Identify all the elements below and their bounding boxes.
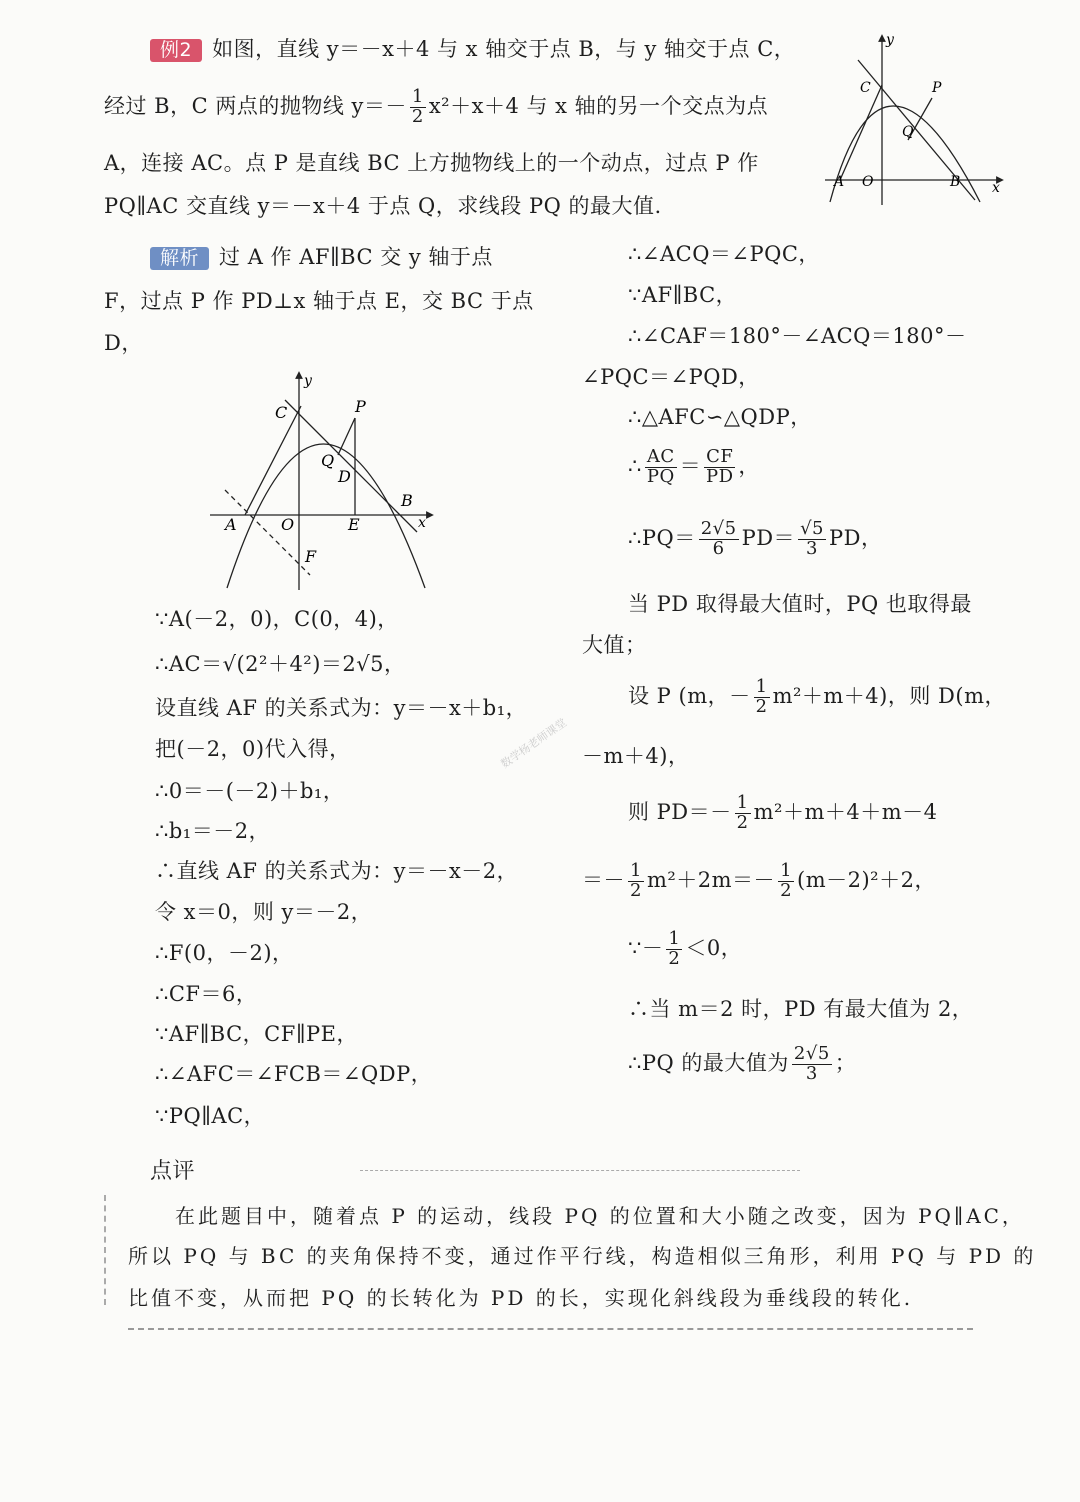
r14-a: ∵－ — [628, 935, 664, 960]
label-x-2: x — [418, 515, 426, 531]
watermark: 数学杨老师课堂 — [498, 716, 570, 771]
frac-pd: PD — [706, 465, 734, 487]
r6-eq: ＝ — [679, 453, 702, 478]
right-step-16 — [628, 1045, 856, 1084]
left-step-13: ∵PQ∥AC， — [155, 1104, 266, 1128]
solution-figure — [205, 370, 440, 595]
r13-a: ＝－ — [582, 867, 625, 892]
label-f-2: F — [305, 547, 317, 566]
right-step-8: 当 PD 取得最大值时，PQ 也取得最 — [628, 592, 972, 616]
comment-line-3: 比值不变，从而把 PQ 的长转化为 PD 的长，实现化斜线段为垂线段的转化. — [128, 1286, 914, 1310]
problem-line-1 — [150, 38, 795, 62]
left-step-2: ∴AC＝√(2²＋4²)＝2√5， — [155, 652, 406, 676]
frac-num: 1 — [668, 928, 681, 949]
r10-pre: 设 P — [628, 683, 672, 708]
label-y: y — [886, 32, 894, 48]
label-o: O — [862, 174, 874, 190]
right-step-7 — [628, 520, 882, 559]
label-p: P — [932, 80, 942, 96]
frac-num: 1 — [755, 676, 768, 697]
comment-title: 点评 — [150, 1159, 196, 1184]
r14-b: ＜0， — [685, 935, 743, 960]
frac-num-a: 2√5 — [700, 518, 737, 539]
label-c: C — [860, 80, 871, 96]
frac-2r5-6 — [699, 520, 739, 559]
r12-a: 则 PD＝－ — [628, 799, 732, 824]
frac-r5-3 — [798, 520, 826, 559]
right-step-12 — [628, 794, 938, 833]
frac-pq: PQ — [646, 465, 675, 487]
label-a-2: A — [225, 515, 237, 534]
left-step-3: 设直线 AF 的关系式为：y＝－x＋b₁， — [155, 696, 528, 720]
frac-num-b: √5 — [800, 518, 824, 539]
r7-mid: PD＝ — [741, 525, 796, 550]
left-step-6: ∴b₁＝－2， — [155, 819, 271, 843]
label-b-2: B — [401, 491, 413, 510]
frac-den: 2 — [668, 947, 681, 969]
right-step-14 — [628, 930, 742, 969]
right-step-10 — [628, 678, 1006, 717]
frac-den-b: 3 — [806, 537, 818, 559]
frac-num: 1 — [411, 86, 424, 107]
r13-b: m²＋2m＝－ — [646, 867, 776, 892]
comment-line-2: 所以 PQ 与 BC 的夹角保持不变，通过作平行线，构造相似三角形，利用 PQ 与 PD 的 — [128, 1244, 1037, 1268]
frac-half-r10 — [754, 678, 770, 717]
example-tag: 例2 — [150, 39, 202, 62]
right-step-13 — [582, 862, 936, 901]
problem-line-3: A，连接 AC。点 P 是直线 BC 上方抛物线上的一个动点，过点 P 作 — [104, 151, 759, 175]
right-step-4: ∠PQC＝∠PQD， — [582, 365, 760, 389]
frac-den-c: 3 — [805, 1062, 818, 1084]
bottom-rule — [128, 1328, 973, 1330]
comment-top-rule — [360, 1170, 800, 1171]
label-q-2: Q — [321, 451, 335, 470]
frac-den: 2 — [411, 105, 424, 127]
frac-ac-pq — [645, 448, 677, 487]
frac-den-a: 6 — [712, 537, 725, 559]
frac-half-r13a — [628, 862, 644, 901]
right-step-15: ∴当 m＝2 时，PD 有最大值为 2， — [628, 997, 974, 1021]
r7-end: PD， — [828, 525, 883, 550]
line-af — [225, 490, 310, 575]
left-step-7: ∴直线 AF 的关系式为：y＝－x－2， — [155, 859, 519, 883]
label-o-2: O — [281, 515, 295, 534]
r6-end: ， — [738, 453, 760, 478]
frac-num: 1 — [780, 860, 793, 881]
right-step-1: ∴∠ACQ＝∠PQC， — [628, 242, 820, 266]
problem-figure — [820, 30, 1010, 210]
label-b: B — [950, 174, 961, 190]
solution-tag: 解析 — [150, 247, 209, 270]
right-step-5: ∴△AFC∽△QDP， — [628, 405, 812, 429]
frac-den: 2 — [755, 695, 768, 717]
problem-text-2b: x²＋x＋4 与 x 轴的另一个交点为点 — [428, 93, 769, 118]
frac-2r5-3 — [792, 1045, 832, 1084]
line-ac-2 — [245, 406, 301, 515]
r6-pre: ∴ — [628, 453, 642, 478]
label-c-2: C — [275, 403, 288, 422]
r7-pre: ∴PQ＝ — [628, 525, 696, 550]
label-a: A — [834, 174, 845, 190]
r10-a: (m，－ — [678, 683, 751, 708]
frac-den: 2 — [736, 811, 749, 833]
frac-cf: CF — [706, 446, 734, 467]
frac-num: 1 — [630, 860, 642, 881]
right-step-11: －m＋4)， — [582, 744, 690, 768]
left-step-1: ∵A(－2，0)，C(0，4)， — [155, 607, 399, 631]
line-pq-2 — [338, 418, 355, 455]
left-step-8: 令 x＝0，则 y＝－2， — [155, 900, 373, 924]
problem-line-4: PQ∥AC 交直线 y＝－x＋4 于点 Q，求线段 PQ 的最大值. — [104, 194, 662, 218]
solution-text-1: 过 A 作 AF∥BC 交 y 轴于点 — [219, 245, 493, 269]
r12-b: m²＋m＋4＋m－4 — [753, 799, 938, 824]
r16-end: ； — [834, 1050, 857, 1075]
left-step-10: ∴CF＝6， — [155, 982, 258, 1006]
r16-a: ∴PQ 的最大值为 — [628, 1050, 789, 1075]
label-p-2: P — [355, 397, 366, 416]
fraction-half — [410, 88, 426, 127]
line-ac — [840, 85, 882, 180]
solution-line-2: F，过点 P 作 PD⊥x 轴于点 E，交 BC 于点 — [104, 289, 534, 313]
solution-line-3: D， — [104, 331, 143, 355]
label-d-2: D — [338, 467, 351, 486]
frac-den: 2 — [630, 879, 642, 901]
left-step-4: 把(－2，0)代入得， — [155, 737, 351, 761]
left-step-5: ∴0＝－(－2)＋b₁， — [155, 779, 345, 803]
problem-line-2 — [104, 88, 768, 127]
right-step-2: ∵AF∥BC， — [628, 283, 738, 307]
r10-b: m²＋m＋4)，则 D(m， — [772, 683, 1006, 708]
frac-half-r12 — [735, 794, 751, 833]
right-step-3: ∴∠CAF＝180°－∠ACQ＝180°－ — [628, 324, 967, 348]
left-step-12: ∴∠AFC＝∠FCB＝∠QDP， — [155, 1062, 433, 1086]
frac-num-c: 2√5 — [793, 1043, 830, 1064]
comment-line-1: 在此题目中，随着点 P 的运动，线段 PQ 的位置和大小随之改变，因为 PQ∥AC， — [175, 1204, 1025, 1228]
line-bc-2 — [285, 400, 417, 532]
problem-text-1: 如图，直线 y＝－x＋4 与 x 轴交于点 B，与 y 轴交于点 C， — [212, 37, 796, 61]
solution-line-1 — [150, 246, 493, 270]
frac-half-r14 — [666, 930, 682, 969]
right-step-9: 大值； — [582, 633, 647, 657]
r13-c: (m－2)²＋2， — [797, 867, 936, 892]
right-step-6 — [628, 448, 760, 487]
frac-den: 2 — [780, 879, 793, 901]
frac-cf-pd — [704, 448, 735, 487]
frac-ac: AC — [646, 446, 675, 467]
label-e-2: E — [348, 515, 360, 534]
label-x: x — [992, 180, 1000, 196]
label-y-2: y — [304, 373, 312, 389]
left-step-9: ∴F(0，－2)， — [155, 941, 294, 965]
problem-text-2a: 经过 B，C 两点的抛物线 y＝－ — [104, 93, 407, 118]
left-step-11: ∵AF∥BC，CF∥PE， — [155, 1022, 358, 1046]
frac-half-r13b — [778, 862, 794, 901]
label-q: Q — [902, 124, 914, 140]
frac-num: 1 — [736, 792, 749, 813]
